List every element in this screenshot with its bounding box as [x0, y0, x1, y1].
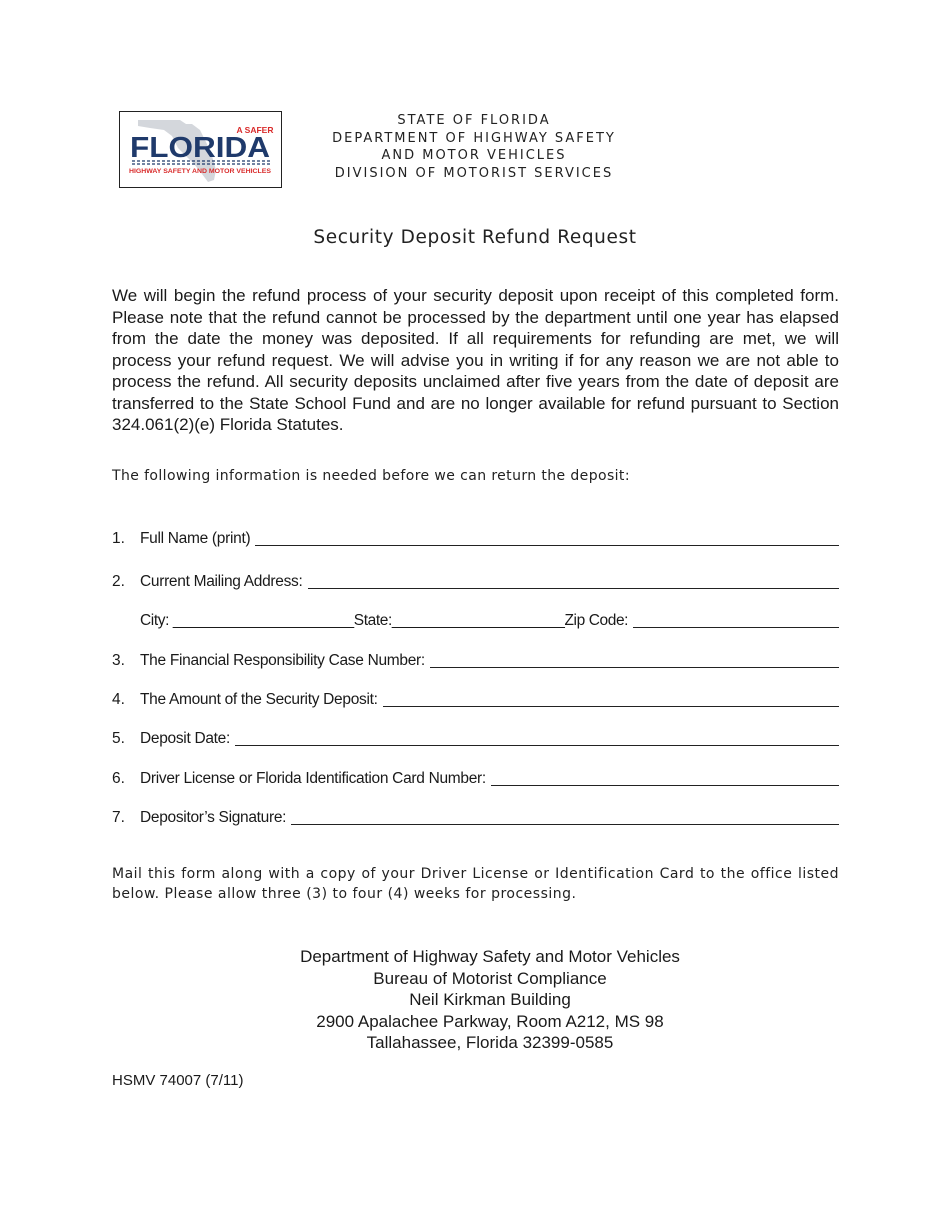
case-number-field[interactable]: [430, 649, 839, 668]
agency-line-state: STATE OF FLORIDA: [397, 113, 551, 128]
mailing-address-block: [250, 946, 730, 1054]
intro-paragraph: We will begin the refund process of your security deposit upon receipt of this completed form. Please note that the refund cannot be processed by the department until one year has elapsed from the date the money was deposited. If all requirements for refunding are met, we will process your refund request. We will advise you in writing if for any reason we are not able to process the refund. All security deposits unclaimed after five years from the date of deposit are transferred to the State School Fund and are no longer available for refund pursuant to Section 324.061(2)(e) Florida Statutes.: [112, 286, 839, 434]
mail-instructions: Mail this form along with a copy of your Driver License or Identification Card to the office listed below. Please allow three (3) to four (4) weeks for processing.: [112, 866, 839, 902]
item-number: 3.: [112, 652, 125, 669]
signature-label: Depositor’s Signature:: [140, 809, 287, 826]
address-line-building: Neil Kirkman Building: [409, 990, 571, 1010]
deposit-amount-field[interactable]: [383, 688, 839, 707]
mailing-address-field[interactable]: [308, 570, 839, 589]
mailing-address-row: [112, 569, 839, 591]
address-line-city: Tallahassee, Florida 32399-0585: [366, 1033, 614, 1053]
city-state-zip-row: [112, 608, 839, 630]
full-name-label: Full Name (print): [140, 530, 251, 547]
agency-line-department: DEPARTMENT OF HIGHWAY SAFETY: [332, 130, 616, 146]
item-number: 2.: [112, 573, 125, 590]
license-number-field[interactable]: [491, 767, 839, 786]
logo-tagline: A SAFER: [236, 125, 274, 135]
logo-subtitle: HIGHWAY SAFETY AND MOTOR VEHICLES: [129, 168, 271, 175]
item-number: 5.: [112, 730, 125, 747]
deposit-amount-label: The Amount of the Security Deposit:: [140, 691, 378, 708]
full-name-field[interactable]: [255, 527, 839, 546]
deposit-date-row: [112, 726, 839, 748]
item-number: 7.: [112, 809, 125, 826]
agency-line-department-cont: AND MOTOR VEHICLES: [381, 148, 567, 163]
deposit-amount-row: [112, 687, 839, 709]
full-name-row: [112, 526, 839, 548]
address-line-street: 2900 Apalachee Parkway, Room A212, MS 98: [316, 1011, 664, 1031]
license-number-label: Driver License or Florida Identification Card Number:: [140, 770, 486, 787]
form-title: Security Deposit Refund Request: [313, 227, 637, 248]
signature-field[interactable]: [291, 806, 839, 825]
agency-line-division: DIVISION OF MOTORIST SERVICES: [334, 165, 614, 181]
address-line-department: Department of Highway Safety and Motor Vehicles: [300, 947, 680, 966]
license-number-row: [112, 766, 839, 788]
city-state-zip-label[interactable]: City: ______________________State:_____________________Zip Code:: [140, 612, 629, 629]
case-number-label: The Financial Responsibility Case Number:: [140, 652, 425, 669]
zip-code-field[interactable]: [633, 609, 839, 628]
form-number: HSMV 74007 (7/11): [112, 1072, 244, 1089]
info-needed-text: The following information is needed before we can return the deposit:: [112, 468, 630, 484]
case-number-row: [112, 648, 839, 670]
item-number: 6.: [112, 770, 125, 787]
logo-wordmark: FLORIDA: [130, 132, 271, 164]
address-line-bureau: Bureau of Motorist Compliance: [373, 968, 607, 988]
signature-row: [112, 805, 839, 827]
item-number: 1.: [112, 530, 125, 547]
agency-header: [290, 112, 658, 182]
item-number: 4.: [112, 691, 125, 708]
deposit-date-field[interactable]: [235, 727, 839, 746]
florida-hsmv-logo: [119, 111, 282, 188]
mailing-address-label: Current Mailing Address:: [140, 573, 303, 590]
deposit-date-label: Deposit Date:: [140, 730, 231, 747]
